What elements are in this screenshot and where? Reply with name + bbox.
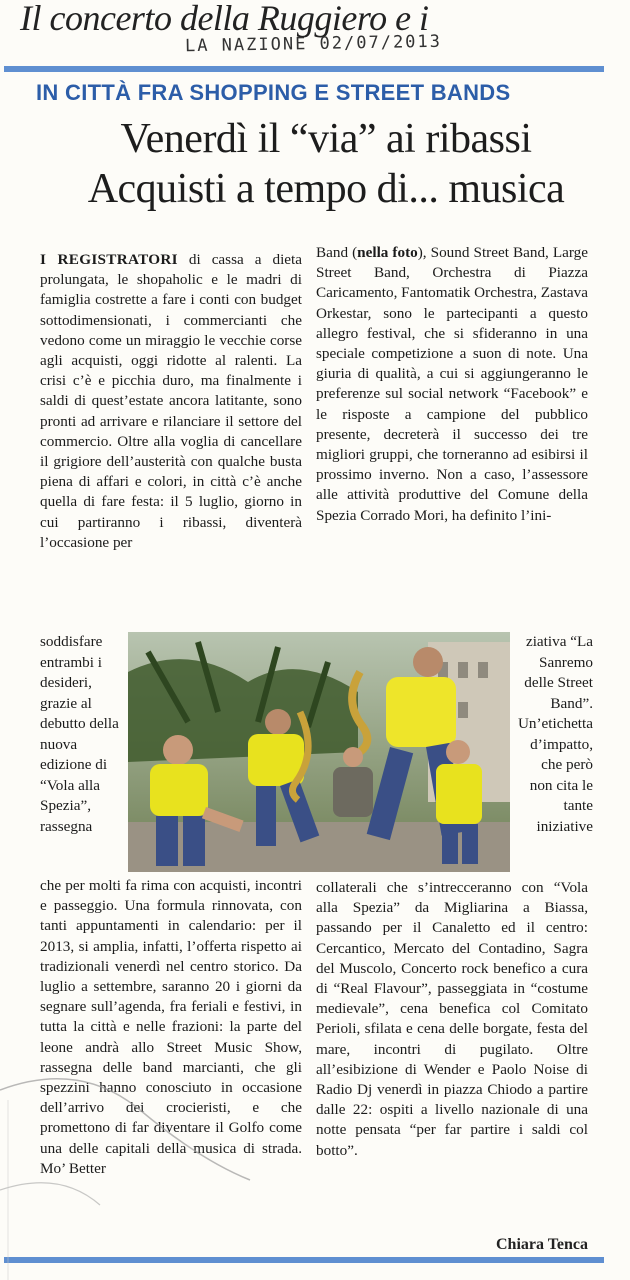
- byline: Chiara Tenca: [495, 1236, 588, 1253]
- column-2: [316, 243, 588, 526]
- lead-word: I REGISTRATORI: [40, 251, 178, 268]
- street-band-illustration: [128, 632, 510, 872]
- column-1-text: di cassa a dieta prolungata, le shopaholic e le madri di famiglia costrette a fare i conti con budget sottodimensionati, i commercianti che vedono come un miraggio le vecchie corse agli acquisti, oggi ridotte al ralenti. La crisi c’è e picchia duro, ma finalmente i saldi di quest’estate ancora latitante, sono pronti ad arrivare e rilanciare il settore del commercio. Oltre alla voglia di cancellare il grigiore dell’austerità con qualche busta piena di affari e colori, in città c’è anche quella di fare festa: il 5 luglio, giorno in cui partiranno i ribassi, diventerà l’occasione per: [40, 251, 302, 551]
- column-1: [40, 250, 302, 553]
- article-title: [36, 114, 616, 214]
- column-2-text: ), Sound Street Band, Large Street Band, Orchestra di Piazza Caricamento, Fantomatik Orchestra, Zastava Orkestar, sono le partecipanti a questo allegro festival, che si sfideranno in una speciale competizione a suon di note. Una giuria di qualità, a cui si aggiungeranno le preferenze sul social network “Facebook” e le risposte a campione del pubblico presente, decreterà il successo dei tre migliori gruppi, che torneranno ad esibirsi il prossimo inverno. Non a caso, l’assessore alle attività produttive del Comune della Spezia Corrado Mori, ha definito l’ini-: [316, 244, 589, 524]
- street-band-photo: [128, 632, 510, 872]
- bottom-blue-rule: [4, 1257, 604, 1263]
- title-line-2: Acquisti a tempo di... musica: [87, 166, 565, 212]
- photo-reference: nella foto: [357, 244, 418, 261]
- column-1-bottom: che per molti fa rima con acquisti, incontri e passeggio. Una formula rinnovata, con tanti appuntamenti in calendario: per il 2013, si amplia, infatti, l’offerta rispetto ai tradizionali venerdì nel centro storico. Da luglio a settembre, saranno 20 i giorni da segnare sull’agenda, fra feriali e festivi, in tutta la città e nelle frazioni: la parte del leone andrà allo Street Music Show, rassegna delle band marcianti, che gli spezzini hanno conosciuto in occasione dell’arrivo dei crocieristi, e che promettono di far diventare il Golfo come una delle capitali della musica di strada. Mo’ Better: [40, 877, 302, 1177]
- left-photo-wrap-text: soddisfare entrambi i desideri, grazie al debutto della nuova edizione di “Vola alla Spezia”, rassegna: [40, 633, 119, 835]
- top-blue-rule: [4, 66, 604, 72]
- handwritten-source-note: LA NAZIONE 02/07/2013: [184, 31, 443, 57]
- column-2-start: Band (: [316, 244, 358, 261]
- previous-article-headline: Il concerto della Ruggiero e i: [20, 0, 429, 38]
- kicker: IN CITTÀ FRA SHOPPING E STREET BANDS: [36, 80, 511, 105]
- title-line-1: Venerdì il “via” ai ribassi: [120, 116, 532, 162]
- right-photo-wrap-text: ziativa “La Sanremo delle Street Band”. Un’etichetta d’impatto, che però non cita le tante iniziative: [517, 633, 593, 835]
- column-2-bottom: collaterali che s’intrecceranno con “Vola alla Spezia” da Migliarina a Biassa, passando per il Canaletto ed il centro: Cercantico, Mercato del Contadino, Sagra del Muscolo, Concerto rock benefico a cura di “Real Flavour”, passeggiata in “costume medievale”, cena benefica col Comitato Perioli, sfilata e cena delle borgate, festa del mare, incontri di pugilato. Oltre all’esibizione di Wender e Paolo Noise di Radio Dj venerdì in piazza Chiodo a partire dalle 22: ospiti a livello nazionale di una notte pensata “per far partire i saldi col botto”.: [316, 879, 588, 1159]
